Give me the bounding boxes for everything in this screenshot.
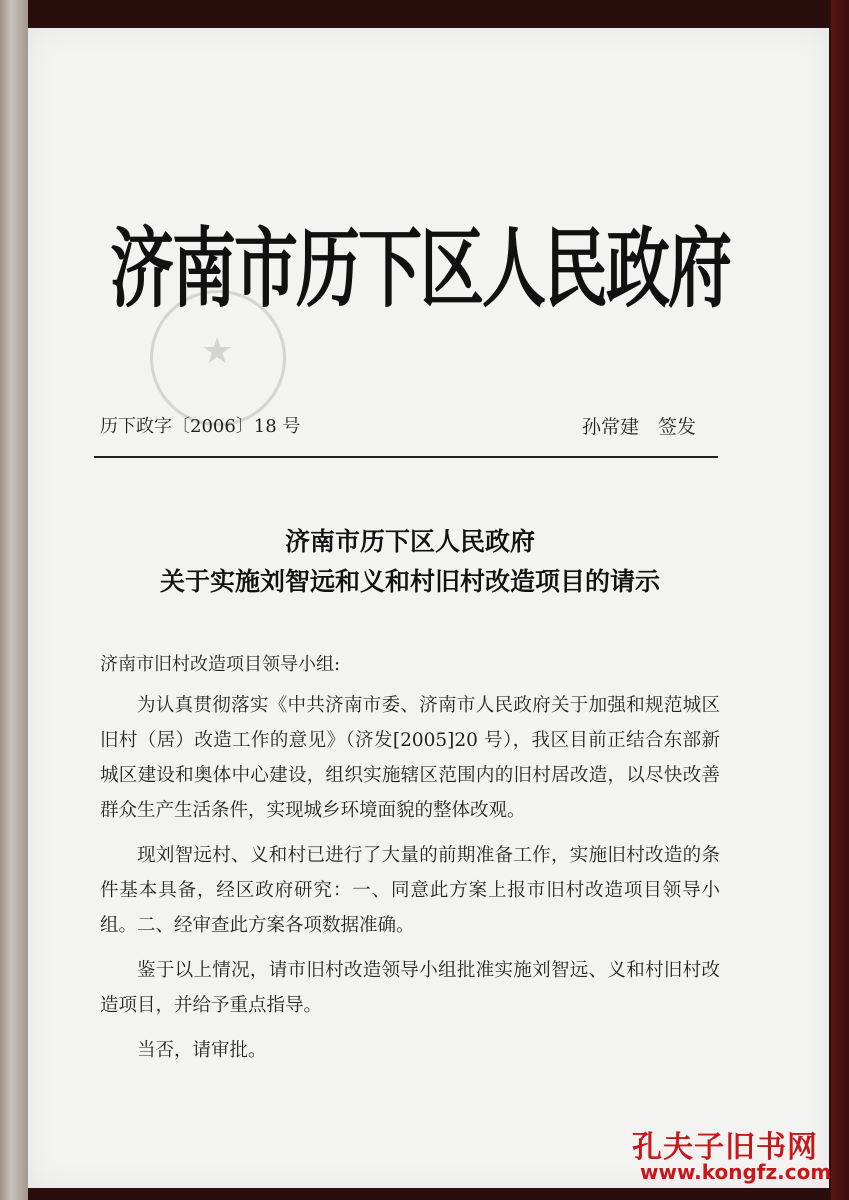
body-paragraph: 鉴于以上情况，请市旧村改造领导小组批准实施刘智远、义和村旧村改造项目，并给予重点指导。 xyxy=(100,960,720,1016)
national-emblem-icon: ★ xyxy=(201,331,234,372)
watermark-logo: 孔夫子旧书网 xyxy=(632,1130,818,1165)
header-divider xyxy=(94,456,718,458)
book-binding xyxy=(0,0,28,1200)
signer: 孙常建 签发 xyxy=(582,416,697,438)
addressee: 济南市旧村改造项目领导小组: xyxy=(100,654,341,675)
subject-line-2: 关于实施刘智远和义和村旧村改造项目的请示 xyxy=(159,567,660,596)
document-number: 历下政字〔2006〕18 号 xyxy=(100,416,301,437)
document-subject xyxy=(100,522,720,602)
document-body xyxy=(100,688,720,1078)
government-name-header: 济南市历下区人民政府 xyxy=(110,220,730,321)
watermark-url: www.kongfz.com xyxy=(640,1160,832,1184)
body-paragraph: 现刘智远村、义和村已进行了大量的前期准备工作，实施旧村改造的条件基本具备，经区政府研究：一、同意此方案上报市旧村改造项目领导小组。二、经审查此方案各项数据准确。 xyxy=(100,845,720,936)
subject-line-1: 济南市历下区人民政府 xyxy=(284,527,535,556)
closing-line: 当否，请审批。 xyxy=(137,1040,267,1061)
body-paragraph: 为认真贯彻落实《中共济南市委、济南市人民政府关于加强和规范城区旧村（居）改造工作的意见》（济发[2005]20 号），我区目前正结合东部新城区建设和奥体中心建设，组织实施辖区范围内的旧村居改造，以尽快改善群众生产生活条件，实现城乡环境面貌的整体改观。 xyxy=(100,695,720,821)
cover-edge xyxy=(831,0,849,1200)
